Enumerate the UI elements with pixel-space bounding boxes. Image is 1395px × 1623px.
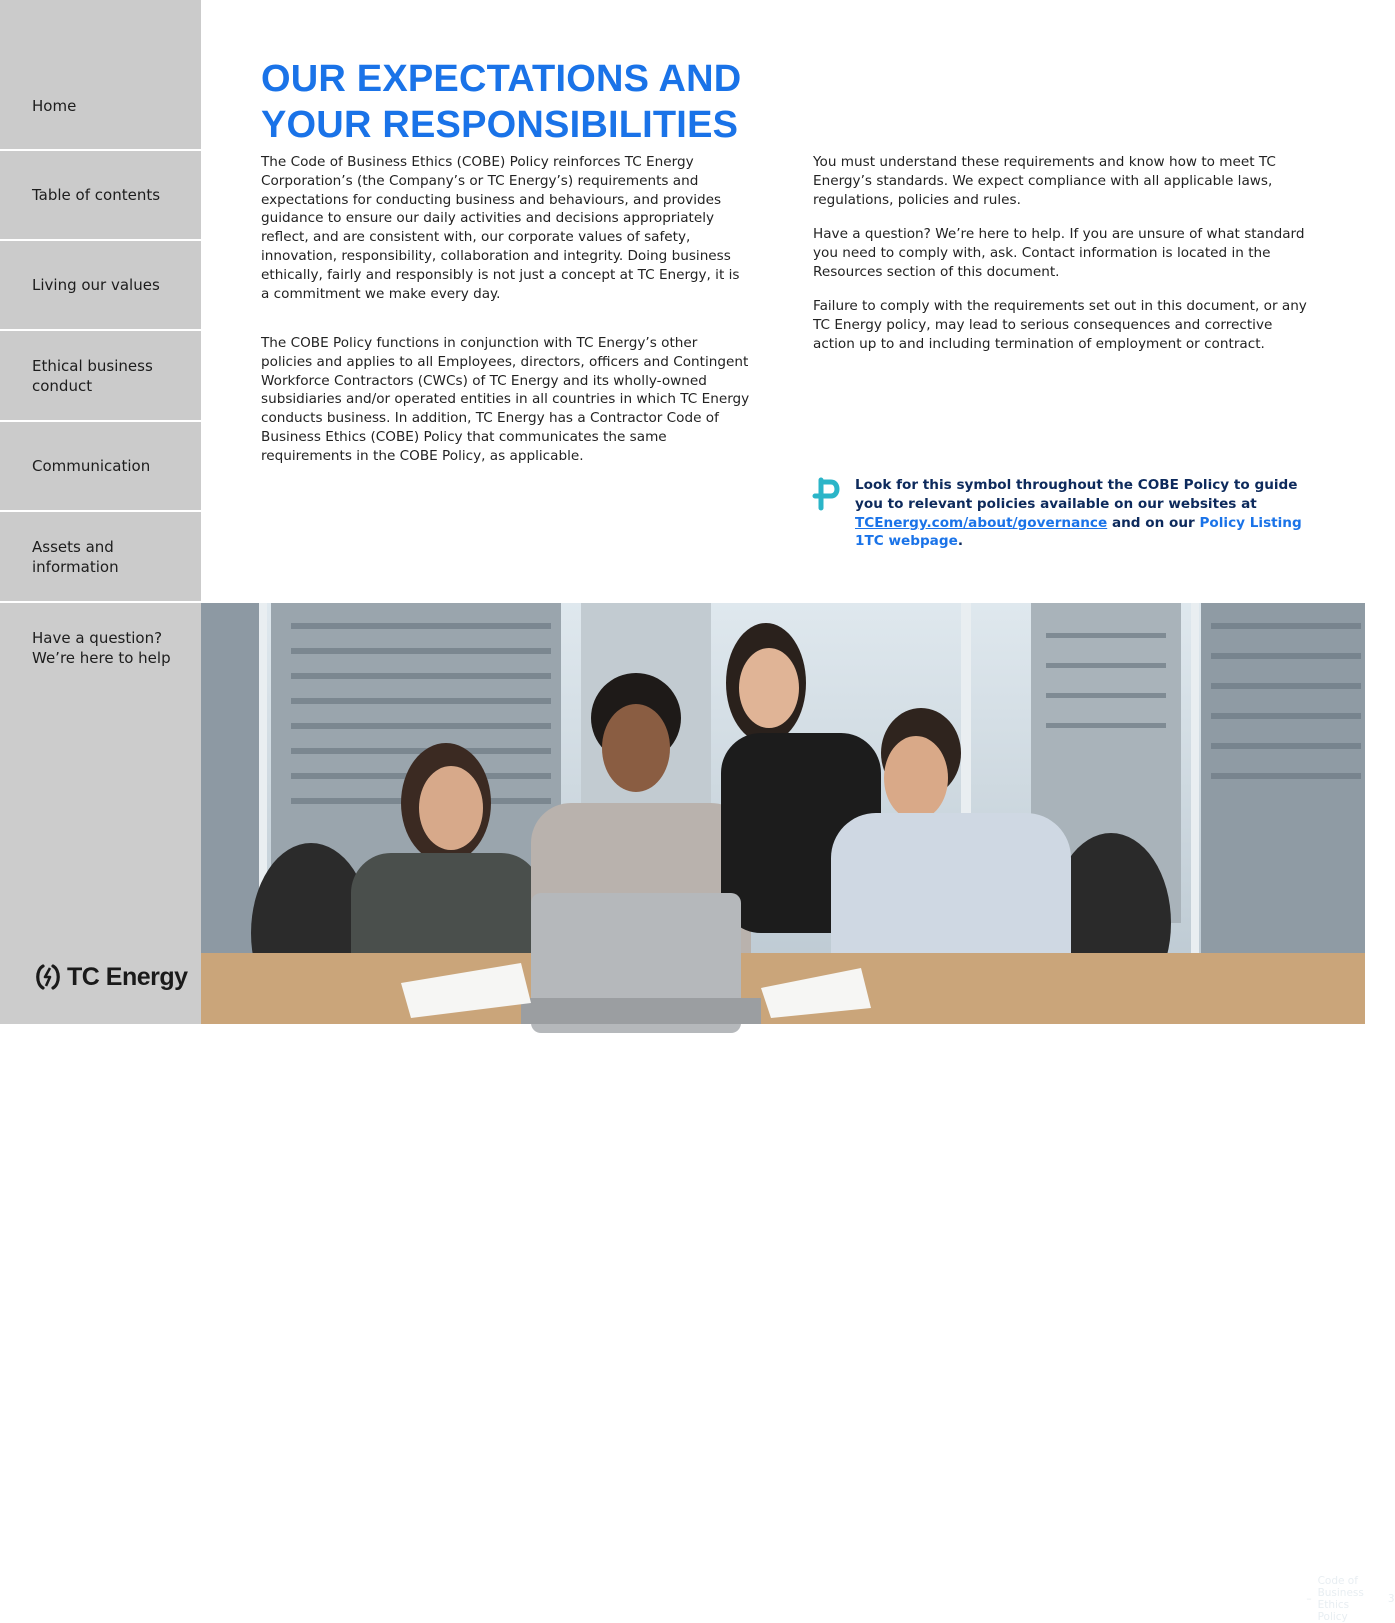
governance-link[interactable]: TCEnergy.com/about/governance	[855, 514, 1108, 531]
sidebar-item-label: Living our values	[32, 276, 160, 294]
page-footer	[1259, 1575, 1395, 1623]
footer-brand: TC Energy	[1259, 1587, 1301, 1611]
requirements-paragraph: You must understand these requirements and know how to meet TC Energy’s standards. We expect compliance with all applicable laws, regulations, policies and rules.	[813, 154, 1276, 208]
sidebar-item-label: Have a question? We’re here to help	[32, 629, 171, 667]
team-photo	[201, 603, 1395, 1623]
consequences-paragraph: Failure to comply with the requirements set out in this document, or any TC Energy policy, may lead to serious consequences and corrective action up to and including termination of employment or contract.	[813, 298, 1307, 352]
scope-paragraph: The COBE Policy functions in conjunction with TC Energy’s other policies and applies to all Employees, directors, officers and Contingent Workforce Contractors (CWCs) of TC Energy and its wholly-owned subsidiaries and/or operated entities in all countries in which TC Energy conducts business. In addition, TC Energy has a Contractor Code of Business Ethics (COBE) Policy that communicates the same requirements in the COBE Policy, as applicable.	[261, 335, 750, 464]
callout-text	[855, 476, 1313, 551]
footer-separator: –	[1306, 1593, 1312, 1605]
question-paragraph: Have a question? We’re here to help. If you are unsure of what standard you need to comply with, ask. Contact information is located in the Resources section of this document.	[813, 226, 1305, 280]
sidebar-item-label: Assets and information	[32, 537, 119, 576]
sidebar	[0, 0, 201, 1024]
tc-energy-logo[interactable]	[33, 962, 188, 992]
sidebar-item-label: Communication	[32, 457, 151, 475]
sidebar-item-assets-and-information[interactable]	[0, 512, 201, 603]
callout-text-end: .	[957, 533, 963, 550]
sidebar-item-home[interactable]	[0, 0, 201, 151]
tc-energy-logo-icon	[33, 962, 63, 992]
sidebar-item-have-a-question[interactable]	[0, 603, 201, 1024]
page-title-line-1: OUR EXPECTATIONS AND	[261, 58, 742, 100]
callout-text-mid: and on our	[1107, 514, 1200, 531]
sidebar-item-ethical-business-conduct[interactable]	[0, 331, 201, 422]
page-title-line-2: YOUR RESPONSIBILITIES	[261, 104, 739, 146]
policy-callout	[813, 476, 1313, 551]
logo-text: TC Energy	[67, 962, 188, 991]
footer-document-title: Code of Business Ethics Policy	[1317, 1575, 1364, 1623]
page-title	[261, 56, 821, 148]
callout-text-start: Look for this symbol throughout the COBE Policy to guide you to relevant policies available on our websites at	[855, 477, 1298, 512]
intro-paragraph: The Code of Business Ethics (COBE) Policy reinforces TC Energy Corporation’s (the Company’s or TC Energy’s) requirements and expectations for conducting business and behaviours, and provides guidance to ensure our daily activities and decisions appropriately reflect, and are consistent with, our corporate values of safety, innovation, responsibility, collaboration and integrity. Doing business ethically, fairly and responsibly is not just a concept at TC Energy, it is a commitment we make every day.	[261, 154, 740, 302]
sidebar-item-communication[interactable]	[0, 422, 201, 512]
office-meeting-photo	[201, 603, 1365, 1024]
sidebar-item-label: Table of contents	[32, 186, 161, 204]
sidebar-item-table-of-contents[interactable]	[0, 151, 201, 241]
policy-symbol-icon	[813, 476, 845, 516]
sidebar-item-label: Home	[32, 97, 77, 115]
sidebar-item-living-our-values[interactable]	[0, 241, 201, 331]
policy-listing-link[interactable]: Policy Listing 1TC webpage	[855, 514, 1302, 550]
sidebar-item-label: Ethical business conduct	[32, 356, 153, 395]
page-number: 3	[1387, 1593, 1395, 1605]
